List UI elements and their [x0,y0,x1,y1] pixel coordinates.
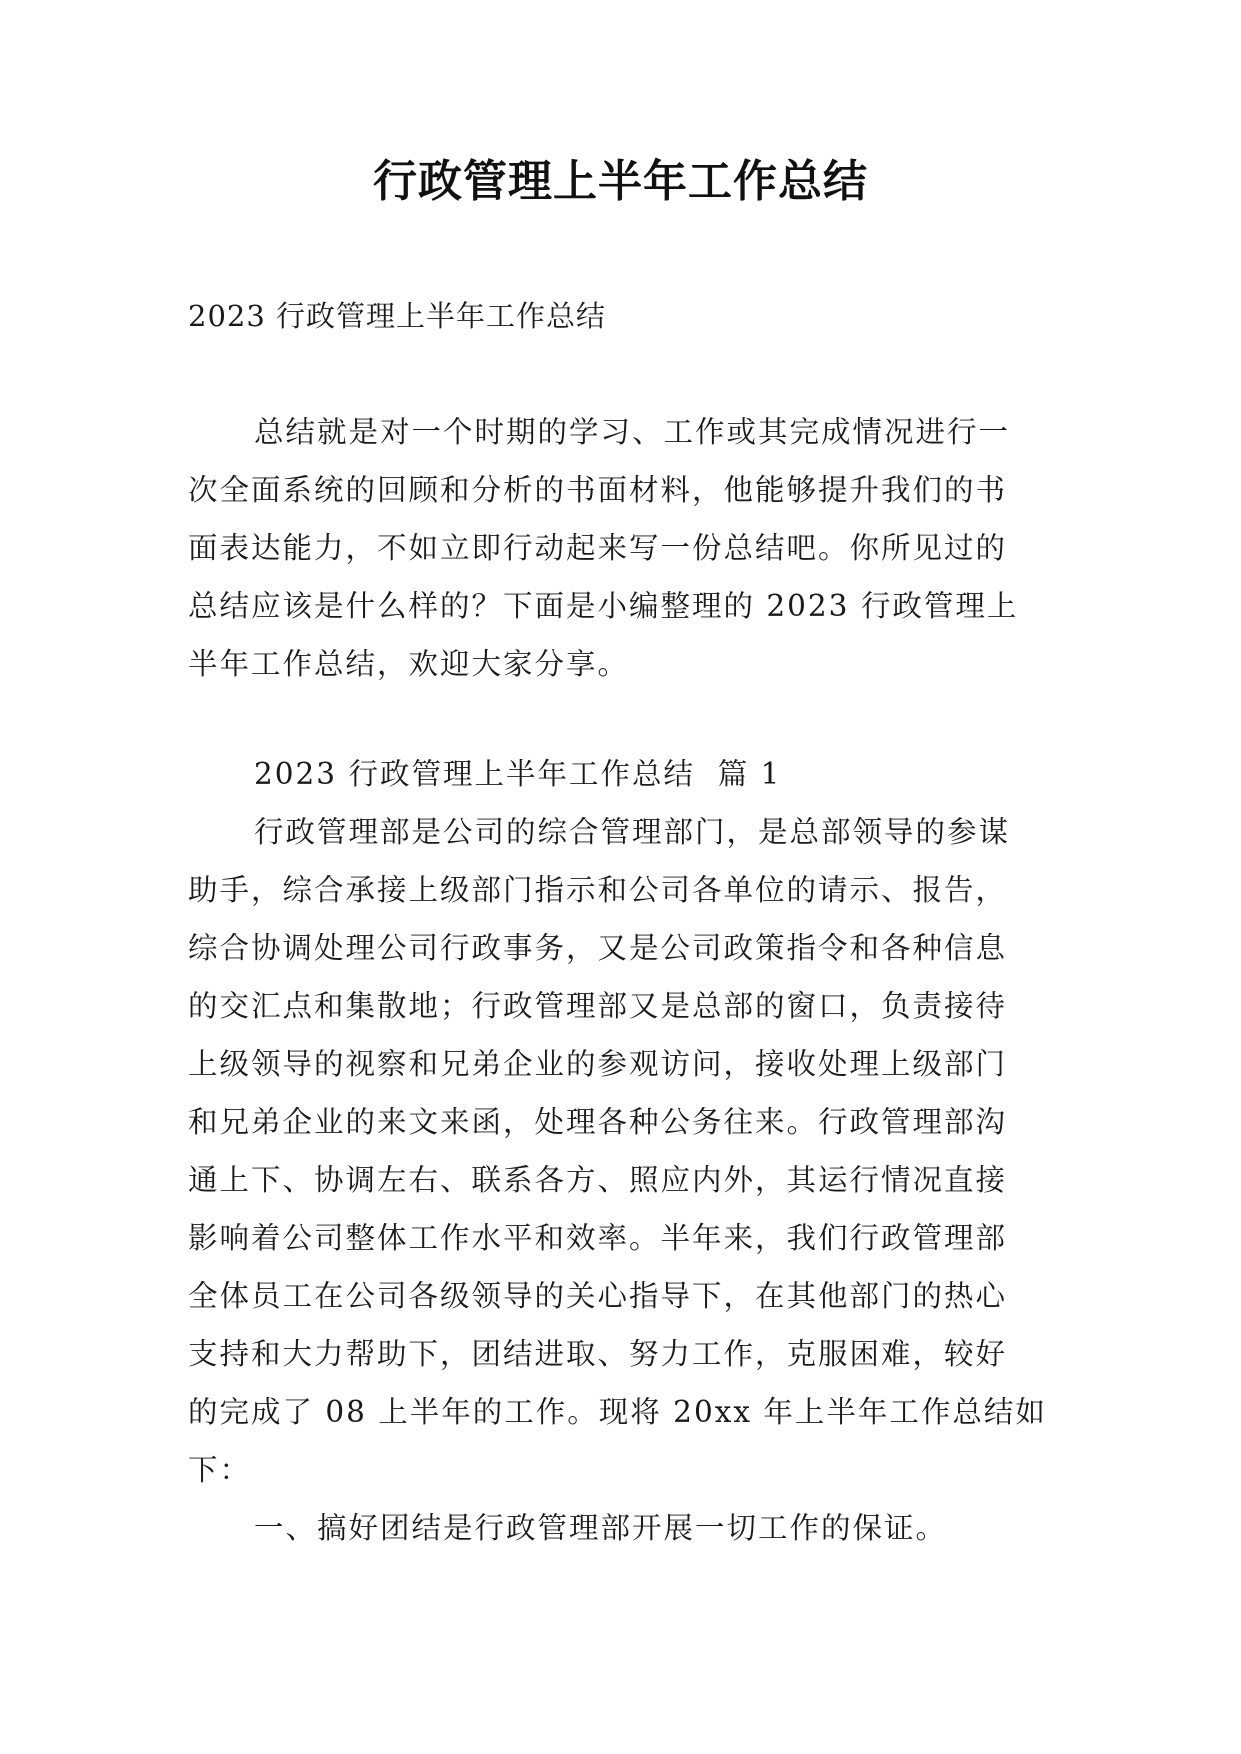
paragraph-line: 通上下、协调左右、联系各方、照应内外，其运行情况直接 [188,1163,1008,1197]
section-heading: 2023 行政管理上半年工作总结 篇 1 [254,757,782,791]
paragraph-line: 助手，综合承接上级部门指示和公司各单位的请示、报告， [188,873,1008,907]
paragraph-line: 全体员工在公司各级领导的关心指导下，在其他部门的热心 [188,1279,1008,1313]
paragraph-line: 和兄弟企业的来文来函，处理各种公务往来。行政管理部沟 [188,1105,1008,1139]
document-title: 行政管理上半年工作总结 [373,156,868,207]
paragraph-line: 的交汇点和集散地；行政管理部又是总部的窗口，负责接待 [188,989,1008,1023]
paragraph-line: 次全面系统的回顾和分析的书面材料，他能够提升我们的书 [188,473,1008,507]
paragraph-line: 总结应该是什么样的？下面是小编整理的 2023 行政管理上 [188,589,1019,623]
paragraph-line: 下： [188,1453,252,1487]
paragraph-line: 上级领导的视察和兄弟企业的参观访问，接收处理上级部门 [188,1047,1008,1081]
paragraph-line: 行政管理部是公司的综合管理部门，是总部领导的参谋 [254,815,1011,849]
paragraph-line: 影响着公司整体工作水平和效率。半年来，我们行政管理部 [188,1221,1008,1255]
paragraph-line: 总结就是对一个时期的学习、工作或其完成情况进行一 [254,415,1011,449]
intro-paragraph [188,403,1058,693]
document-subtitle: 2023 行政管理上半年工作总结 [188,299,607,333]
paragraph-line: 面表达能力，不如立即行动起来写一份总结吧。你所见过的 [188,531,1008,565]
paragraph-line: 的完成了 08 上半年的工作。现将 20xx 年上半年工作总结如 [188,1395,1047,1429]
paragraph-line: 支持和大力帮助下，团结进取、努力工作，克服困难，较好 [188,1337,1008,1371]
paragraph-line: 半年工作总结，欢迎大家分享。 [188,647,630,681]
point-one-heading: 一、搞好团结是行政管理部开展一切工作的保证。 [254,1511,948,1545]
paragraph-line: 综合协调处理公司行政事务，又是公司政策指令和各种信息 [188,931,1008,965]
section-one [188,745,1058,1557]
